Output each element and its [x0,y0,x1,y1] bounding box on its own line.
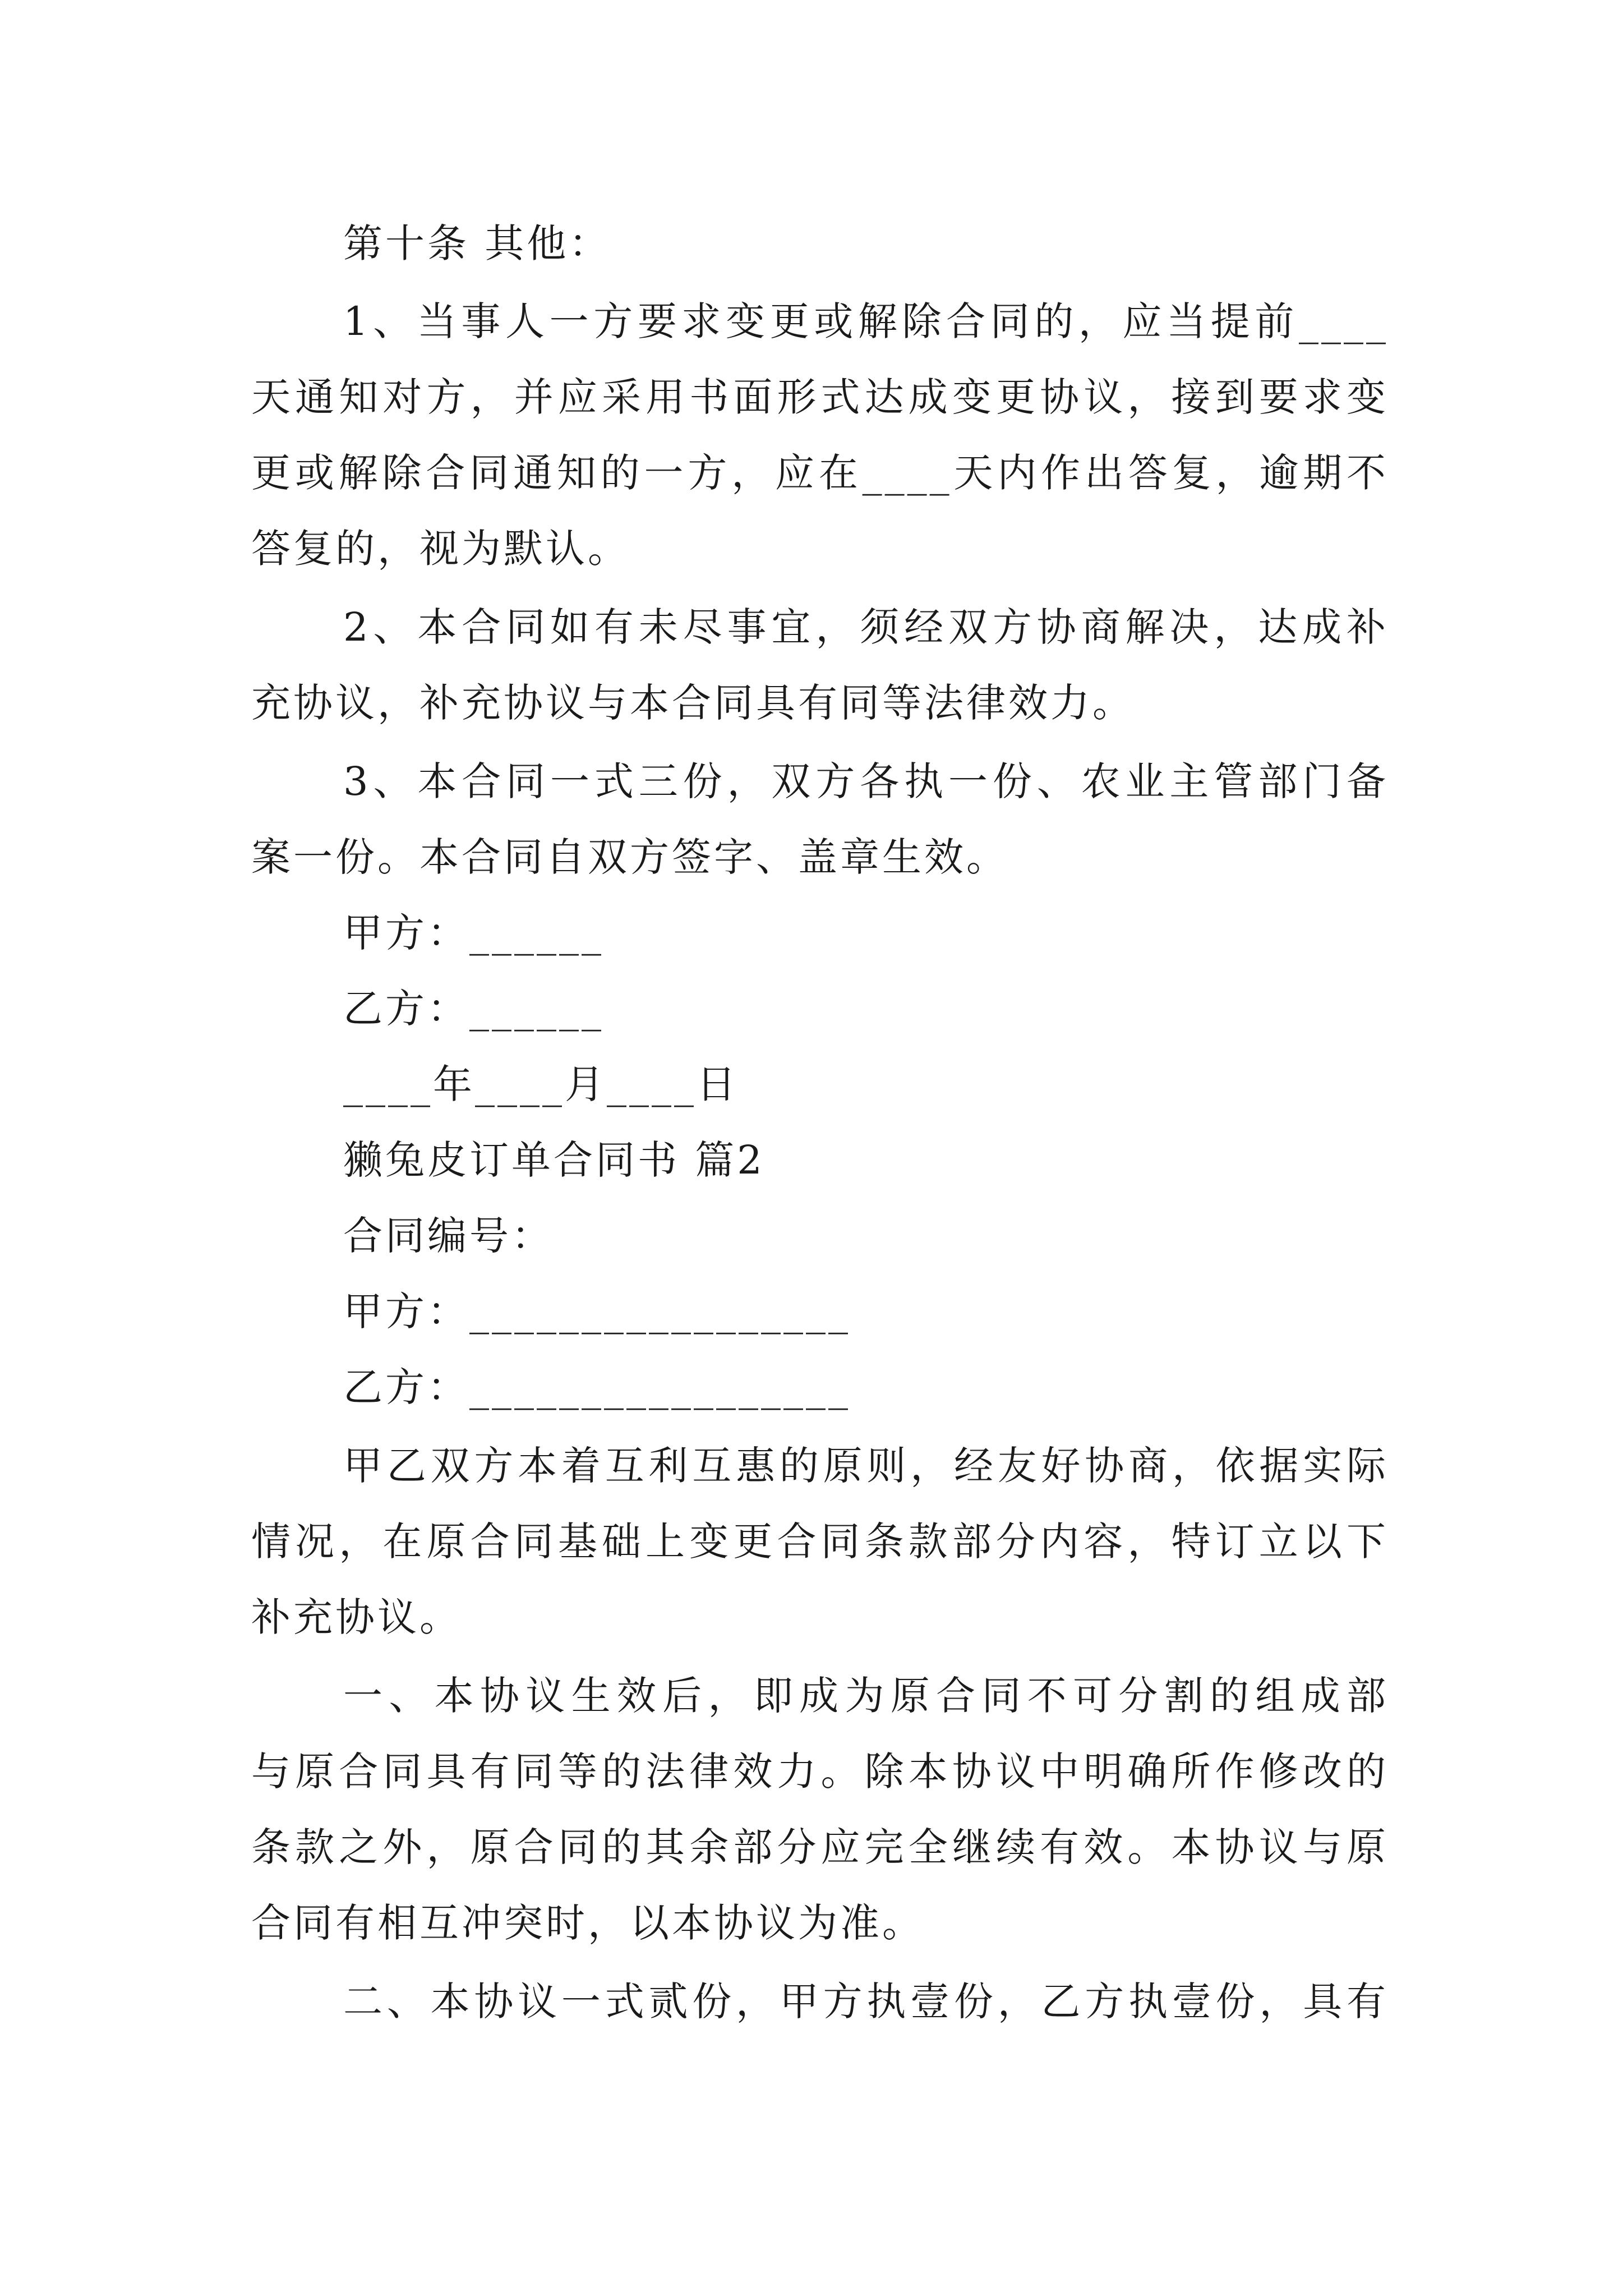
party-b-signature-line: 乙方：______ [343,986,604,1032]
party-a-signature-line: 甲方：______ [343,910,604,956]
contract-number-line: 合同编号： [343,1213,554,1259]
paragraph-line: 案一份。本合同自双方签字、盖章生效。 [251,834,1008,880]
paragraph-line: 充协议，补充协议与本合同具有同等法律效力。 [251,680,1135,726]
paragraph-line: 条款之外，原合同的其余部分应完全继续有效。本协议与原 [251,1824,1389,1870]
paragraph-line: 答复的，视为默认。 [251,526,630,572]
paragraph-line: 二、本协议一式贰份，甲方执壹份，乙方执壹份，具有 [343,1978,1389,2024]
paragraph-line: 2、本合同如有未尽事宜，须经双方协商解决，达成补 [343,604,1389,650]
paragraph-line: 甲乙双方本着互利互惠的原则，经友好协商，依据实际 [343,1443,1389,1489]
paragraph-line: 3、本合同一式三份，双方各执一份、农业主管部门备 [343,758,1389,804]
paragraph-line: 补充协议。 [251,1594,462,1640]
party-a-line: 甲方：_________________ [343,1289,851,1335]
paragraph-line: 1、当事人一方要求变更或解除合同的，应当提前____ [343,298,1389,344]
party-b-line: 乙方：_________________ [343,1364,851,1410]
section-title: 獭兔皮订单合同书 篇2 [343,1137,765,1183]
paragraph-line: 一、本协议生效后，即成为原合同不可分割的组成部 [343,1673,1389,1719]
date-line: ____年____月____日 [343,1061,739,1107]
paragraph-line: 合同有相互冲突时，以本协议为准。 [251,1900,924,1946]
article-ten-heading: 第十条 其他： [343,220,611,266]
paragraph-line: 更或解除合同通知的一方，应在____天内作出答复，逾期不 [251,450,1389,496]
paragraph-line: 情况，在原合同基础上变更合同条款部分内容，特订立以下 [251,1519,1389,1565]
paragraph-line: 天通知对方，并应采用书面形式达成变更协议，接到要求变 [251,374,1389,420]
paragraph-line: 与原合同具有同等的法律效力。除本协议中明确所作修改的 [251,1749,1389,1795]
